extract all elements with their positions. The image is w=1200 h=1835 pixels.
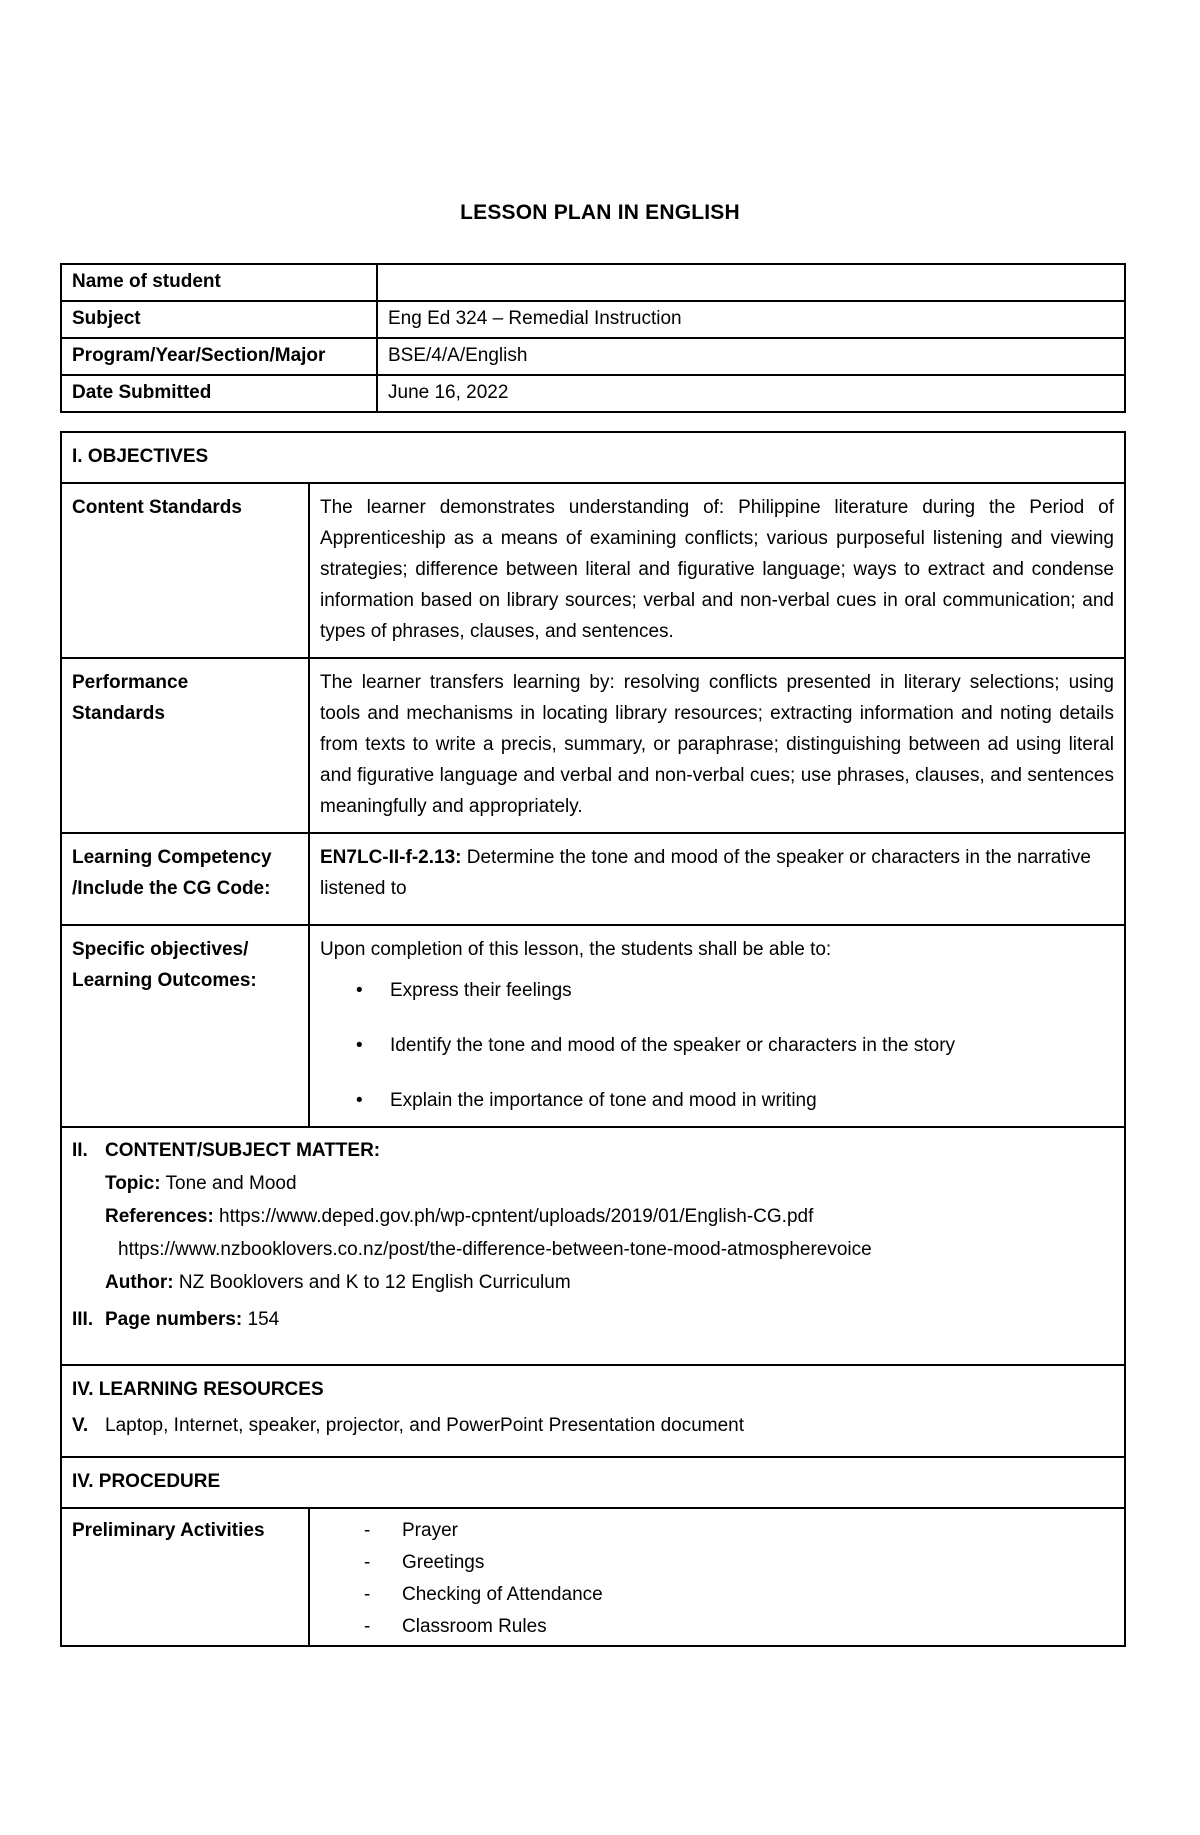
info-value: Eng Ed 324 – Remedial Instruction xyxy=(377,301,1125,338)
info-value xyxy=(377,264,1125,301)
topic-value: Tone and Mood xyxy=(160,1173,297,1194)
info-label: Program/Year/Section/Major xyxy=(61,338,377,375)
author-label: Author: xyxy=(105,1272,174,1293)
reference-url: https://www.nzbooklovers.co.nz/post/the-difference-between-tone-mood-atmospherevoice xyxy=(118,1239,872,1260)
label-line: Specific objectives/ xyxy=(72,939,249,960)
topic-line xyxy=(72,1167,1114,1200)
learning-resources xyxy=(61,1365,1125,1457)
table-row xyxy=(61,925,1125,1127)
author-line xyxy=(72,1266,1114,1299)
table-row xyxy=(61,432,1125,483)
table-row xyxy=(61,1457,1125,1508)
content-heading-line xyxy=(72,1134,1114,1167)
list-item: • Explain the importance of tone and mood in writing xyxy=(320,1085,1114,1116)
info-label: Name of student xyxy=(61,264,377,301)
references-label: References: xyxy=(105,1206,214,1227)
table-row xyxy=(61,658,1125,833)
list-item: - Checking of Attendance xyxy=(320,1579,1114,1611)
label-line: Standards xyxy=(72,703,165,724)
page-numbers-line xyxy=(72,1303,1114,1336)
label-line: /Include the CG Code: xyxy=(72,878,271,899)
label-line: Performance xyxy=(72,672,189,693)
info-label: Date Submitted xyxy=(61,375,377,412)
list-item: • Express their feelings xyxy=(320,975,1114,1006)
learning-competency-text xyxy=(309,833,1125,925)
cg-code: EN7LC-II-f-2.13: xyxy=(320,847,462,868)
label-line: Learning Competency xyxy=(72,847,272,868)
learning-competency-label xyxy=(61,833,309,925)
preliminary-list xyxy=(320,1515,1114,1643)
preliminary-activities-content xyxy=(309,1508,1125,1646)
info-value: BSE/4/A/English xyxy=(377,338,1125,375)
info-label: Subject xyxy=(61,301,377,338)
page-title: LESSON PLAN IN ENGLISH xyxy=(460,201,740,224)
procedure-heading: IV. PROCEDURE xyxy=(61,1457,1125,1508)
content-heading: CONTENT/SUBJECT MATTER: xyxy=(105,1140,381,1161)
table-row xyxy=(61,1365,1125,1457)
page-numbers-value: 154 xyxy=(242,1309,280,1330)
competency-description: Determine the tone and mood of the speaker or characters in the narrative listened to xyxy=(320,847,1091,899)
reference-url: https://www.deped.gov.ph/wp-cpntent/uploads/2019/01/English-CG.pdf xyxy=(213,1206,814,1227)
table-row xyxy=(61,338,1125,375)
lesson-plan-table xyxy=(60,431,1126,1647)
roman-numeral: III. xyxy=(72,1309,94,1330)
performance-standards-label xyxy=(61,658,309,833)
table-row xyxy=(61,833,1125,925)
roman-numeral: II. xyxy=(72,1140,88,1161)
resources-text: Laptop, Internet, speaker, projector, and PowerPoint Presentation document xyxy=(105,1415,745,1436)
table-row xyxy=(61,1508,1125,1646)
table-row xyxy=(61,264,1125,301)
resources-heading: IV. LEARNING RESOURCES xyxy=(72,1379,324,1400)
content-standards-label: Content Standards xyxy=(61,483,309,658)
objectives-heading: I. OBJECTIVES xyxy=(61,432,1125,483)
page-numbers-label: Page numbers: xyxy=(105,1309,243,1330)
preliminary-activities-label: Preliminary Activities xyxy=(61,1508,309,1646)
list-item: - Classroom Rules xyxy=(320,1611,1114,1643)
label-line: Learning Outcomes: xyxy=(72,970,257,991)
performance-standards-text: The learner transfers learning by: resolving conflicts presented in literary selections; using tools and mechanisms in locating library resources; extracting information and noting details from texts to write a precis, summary, or paraphrase; distinguishing between ad using literal and figurative language and verbal and non-verbal cues; use phrases, clauses, and sentences meaningfully and appropriately. xyxy=(309,658,1125,833)
table-row xyxy=(61,483,1125,658)
table-row xyxy=(61,301,1125,338)
table-row xyxy=(61,1127,1125,1365)
objectives-intro: Upon completion of this lesson, the students shall be able to: xyxy=(320,939,832,960)
content-standards-text: The learner demonstrates understanding of: Philippine literature during the Period of Apprenticeship as a means of examining conflicts; various purposeful listening and viewing strategies; difference between literal and figurative language; ways to extract and condense information based on library sources; verbal and non-verbal cues in oral communication; and types of phrases, clauses, and sentences. xyxy=(309,483,1125,658)
list-item: - Greetings xyxy=(320,1547,1114,1579)
specific-objectives-label xyxy=(61,925,309,1127)
content-subject-matter xyxy=(61,1127,1125,1365)
list-item: • Identify the tone and mood of the speaker or characters in the story xyxy=(320,1030,1114,1061)
roman-numeral: V. xyxy=(72,1415,89,1436)
author-value: NZ Booklovers and K to 12 English Curriculum xyxy=(173,1272,571,1293)
student-info-table xyxy=(60,263,1126,413)
topic-label: Topic: xyxy=(105,1173,161,1194)
specific-objectives-content xyxy=(309,925,1125,1127)
list-item: - Prayer xyxy=(320,1515,1114,1547)
objectives-list xyxy=(320,975,1114,1116)
info-value: June 16, 2022 xyxy=(377,375,1125,412)
resources-line xyxy=(72,1408,1114,1444)
table-row xyxy=(61,375,1125,412)
references-line xyxy=(72,1200,1114,1233)
